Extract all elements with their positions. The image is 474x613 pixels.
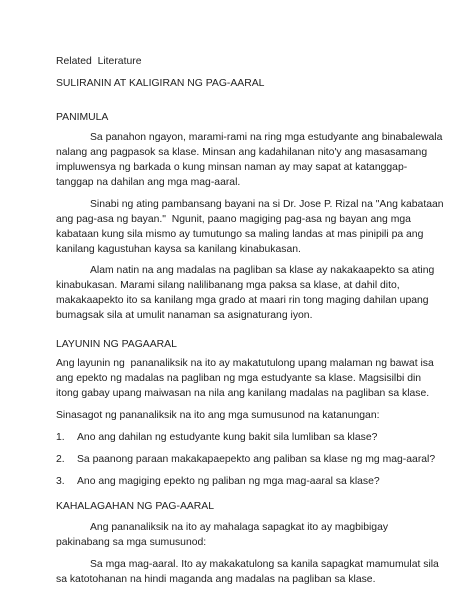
- panimula-p1-line: nalang ang pagpasok sa klase. Minsan ang kadahilanan nito'y ang masasamang: [56, 147, 428, 158]
- panimula-p2-line: Sinabi ng ating pambansang bayani na si Dr. Jose P. Rizal na "Ang kabataan: [90, 199, 444, 210]
- panimula-p2-line: kanilang kagustuhan kaysa sa kanilang kinabukasan.: [56, 244, 301, 255]
- related-literature-label: Related Literature: [56, 56, 142, 67]
- kahalagahan-heading: KAHALAGAHAN NG PAG-AARAL: [56, 501, 215, 512]
- layunin-p1-line: ang epekto ng madalas na pagliban ng mga estudyante sa klase. Magsisilbi din: [56, 373, 422, 384]
- panimula-heading: PANIMULA: [56, 112, 109, 123]
- question-text: Ano ang dahilan ng estudyante kung bakit sila lumliban sa klase?: [77, 432, 378, 443]
- panimula-p3-line: kinabukasan. Marami silang nalilibanang mga paksa sa klase, at dahil dito,: [56, 280, 400, 291]
- panimula-p1-line: Sa panahon ngayon, marami-rami na ring mga estudyante ang binabalewala: [90, 132, 443, 143]
- panimula-p3-line: Alam natin na ang madalas na pagliban sa klase ay nakakaapekto sa ating: [90, 265, 435, 276]
- question-number: 1.: [56, 432, 65, 443]
- question-number: 2.: [56, 454, 65, 465]
- kahalagahan-p2-line: Sa mga mag-aaral. Ito ay makakatulong sa kanila sapagkat mamumulat sila: [90, 559, 439, 570]
- question-text: Ano ang magiging epekto ng paliban ng mga mag-aaral sa klase?: [77, 476, 380, 487]
- panimula-p1-line: tanggap na dahilan ang mga mag-aaral.: [56, 177, 241, 188]
- panimula-p1-line: impluwensya ng barkada o kung minsan naman ay may sapat at katanggap-: [56, 162, 408, 173]
- kahalagahan-p1-line: pakinabang sa mga sumusunod:: [56, 537, 207, 548]
- kahalagahan-p1-line: Ang pananaliksik na ito ay mahalaga sapagkat ito ay magbibigay: [90, 522, 389, 533]
- layunin-heading: LAYUNIN NG PAGAARAL: [56, 339, 177, 350]
- layunin-p1-line: itong gabay upang maiwasan na nila ang kanilang madalas na pagliban sa klase.: [56, 388, 430, 399]
- kahalagahan-p2-line: sa katotohanan na hindi maganda ang madalas na pagliban sa klase.: [56, 574, 376, 585]
- layunin-intro: Sinasagot ng pananaliksik na ito ang mga sumusunod na katanungan:: [56, 410, 380, 421]
- question-text: Sa paanong paraan makakapaepekto ang paliban sa klase ng mg mag-aaral?: [77, 454, 436, 465]
- panimula-p3-line: bumagsak sila at umulit nanaman sa asignaturang iyon.: [56, 310, 313, 321]
- question-number: 3.: [56, 476, 65, 487]
- panimula-p3-line: makakaapekto ito sa kanilang mga grado at maari rin tong maging dahilan upang: [56, 295, 429, 306]
- layunin-p1-line: Ang layunin ng pananaliksik na ito ay makatutulong upang malaman ng bawat isa: [56, 358, 434, 369]
- panimula-p2-line: ang pag-asa ng bayan." Ngunit, paano magiging pag-asa ng bayan ang mga: [56, 214, 411, 225]
- panimula-p2-line: kabataan kung sila mismo ay tumutungo sa maling landas at mas pinipili pa ang: [56, 229, 424, 240]
- document-title: SULIRANIN AT KALIGIRAN NG PAG-AARAL: [56, 78, 265, 89]
